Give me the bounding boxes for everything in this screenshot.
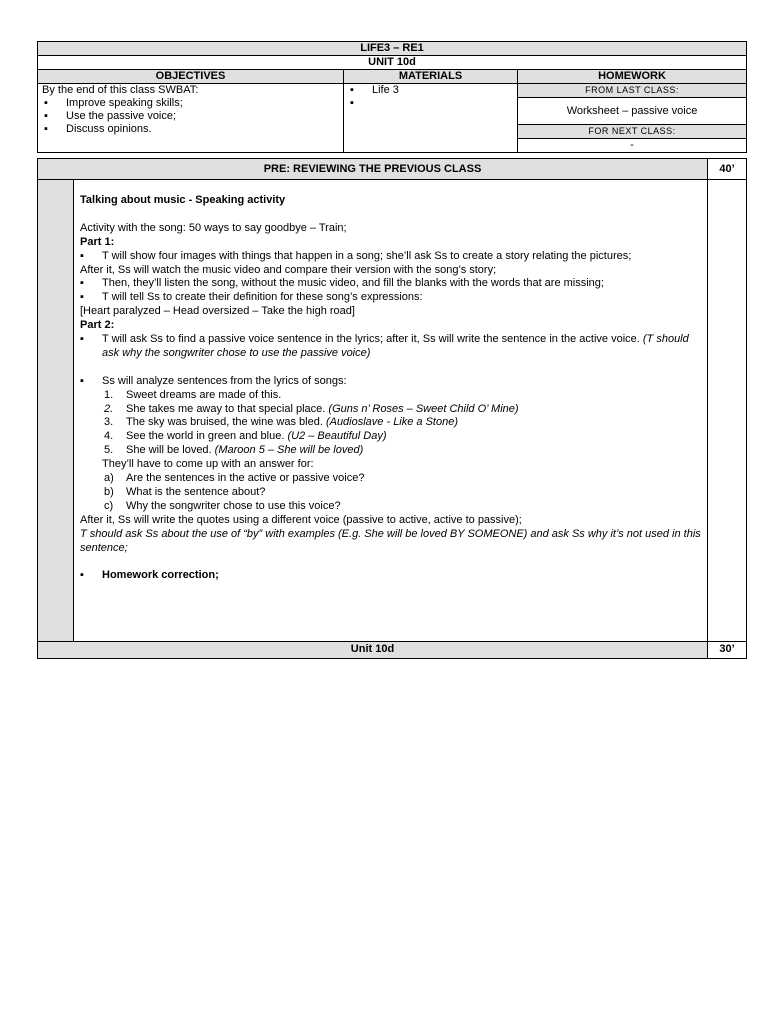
question-item: a) Are the sentences in the active or passive voice?	[104, 472, 365, 485]
part1-after: After it, Ss will watch the music video and compare their version with the song’s story;	[80, 263, 497, 276]
section-pre-time: 40’	[708, 159, 747, 180]
teacher-note: T should ask Ss about the use of “by” with examples (E.g. She will be loved BY SOMEONE) and ask Ss why it’s not used in this sentence;	[80, 527, 701, 554]
lyric-sentence: 5. She will be loved. (Maroon 5 – She will be loved)	[104, 444, 364, 457]
section-unit-title: Unit 10d	[38, 642, 708, 659]
part1-expressions: [Heart paralyzed – Head oversized – Take the high road]	[80, 305, 355, 318]
materials-header: MATERIALS	[344, 70, 518, 84]
answer-intro: They’ll have to come up with an answer for:	[102, 458, 314, 471]
question-item: c) Why the songwriter chose to use this voice?	[104, 499, 341, 512]
section-pre-sidebar	[38, 180, 74, 642]
objective-item: ▪ Use the passive voice;	[42, 110, 339, 123]
part1-step: ▪ T will tell Ss to create their definition for these song’s expressions:	[80, 291, 701, 305]
lesson-body-table	[37, 158, 747, 659]
objectives-intro: By the end of this class SWBAT:	[42, 84, 199, 96]
part2-step-text: T will ask Ss to find a passive voice sentence in the lyrics; after it, Ss will write the sentence in the active voice.	[102, 333, 640, 346]
objective-item: ▪ Discuss opinions.	[42, 123, 339, 136]
for-next-class-label: FOR NEXT CLASS:	[518, 125, 747, 139]
from-last-class-value: Worksheet – passive voice	[518, 98, 747, 125]
part1-step: ▪ Then, they’ll listen the song, without the music video, and fill the blanks with the words that are missing;	[80, 277, 701, 291]
unit-title: UNIT 10d	[38, 56, 747, 70]
lyric-sentence: 4. See the world in green and blue. (U2 – Beautiful Day)	[104, 430, 387, 443]
material-item: ▪ Life 3	[348, 84, 513, 97]
after-rewrite: After it, Ss will write the quotes using a different voice (passive to active, active to passive);	[80, 513, 522, 526]
activity-heading: Talking about music - Speaking activity	[80, 194, 286, 206]
part2-step-note: (T should ask why the songwriter chose to use the passive voice)	[102, 333, 689, 359]
lesson-header-table	[37, 41, 747, 153]
section-unit-time: 30’	[708, 642, 747, 659]
materials-cell	[344, 84, 518, 153]
for-next-class-value: -	[518, 139, 747, 153]
part2-label: Part 2:	[80, 319, 115, 332]
objectives-cell	[38, 84, 344, 153]
section-pre-title: PRE: REVIEWING THE PREVIOUS CLASS	[38, 159, 708, 180]
section-pre-time-column	[708, 180, 747, 642]
homework-header: HOMEWORK	[518, 70, 747, 84]
lesson-title: LIFE3 – RE1	[38, 42, 747, 56]
from-last-class-label: FROM LAST CLASS:	[518, 84, 747, 98]
objectives-list	[42, 97, 339, 136]
part1-step: ▪ T will show four images with things that happen in a song; she’ll ask Ss to create a story relating the pictures;	[80, 250, 701, 264]
part2-step	[80, 333, 701, 361]
lyric-sentence: 1. Sweet dreams are made of this.	[104, 388, 282, 401]
homework-correction: ▪ Homework correction;	[80, 569, 701, 583]
materials-list	[348, 84, 513, 110]
part2-step: ▪ Ss will analyze sentences from the lyrics of songs:	[80, 375, 701, 389]
part1-label: Part 1:	[80, 235, 115, 248]
activity-song: Activity with the song: 50 ways to say goodbye – Train;	[80, 221, 347, 234]
objectives-header: OBJECTIVES	[38, 70, 344, 84]
objective-item: ▪ Improve speaking skills;	[42, 97, 339, 110]
material-item	[348, 97, 513, 110]
question-item: b) What is the sentence about?	[104, 486, 266, 498]
lyric-sentence: 2. She takes me away to that special place. (Guns n’ Roses – Sweet Child O’ Mine)	[104, 402, 519, 415]
section-pre-content	[74, 180, 708, 642]
lyric-sentence: 3. The sky was bruised, the wine was bled. (Audioslave - Like a Stone)	[104, 416, 459, 429]
